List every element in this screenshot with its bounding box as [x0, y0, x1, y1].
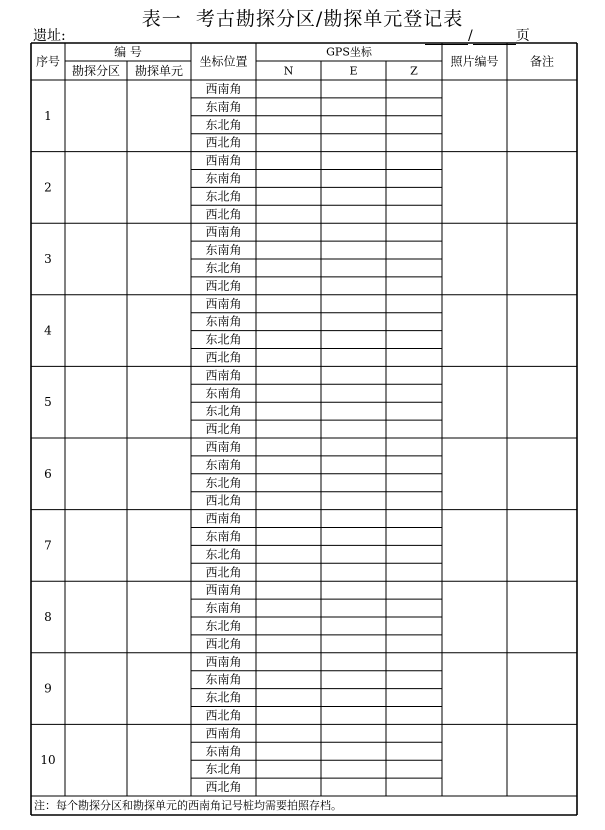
corner-label: 西南角	[205, 439, 242, 454]
gps-z-cell[interactable]	[386, 313, 442, 331]
gps-z-cell[interactable]	[386, 635, 442, 653]
corner-label: 东北角	[205, 762, 242, 777]
gps-e-cell[interactable]	[321, 313, 386, 331]
gps-z-cell[interactable]	[386, 653, 442, 671]
gps-z-cell[interactable]	[386, 366, 442, 384]
gps-n-cell[interactable]	[256, 778, 321, 796]
gps-n-cell[interactable]	[256, 152, 321, 170]
header-gps: GPS坐标	[326, 45, 372, 59]
gps-n-cell[interactable]	[256, 331, 321, 349]
remark-cell[interactable]	[507, 223, 577, 295]
remark-cell[interactable]	[507, 438, 577, 510]
gps-n-cell[interactable]	[256, 528, 321, 546]
gps-n-cell[interactable]	[256, 295, 321, 313]
gps-z-cell[interactable]	[386, 599, 442, 617]
gps-e-cell[interactable]	[321, 653, 386, 671]
gps-n-cell[interactable]	[256, 545, 321, 563]
zone-cell[interactable]	[65, 295, 127, 367]
unit-cell[interactable]	[127, 510, 191, 582]
gps-z-cell[interactable]	[386, 402, 442, 420]
unit-cell[interactable]	[127, 223, 191, 295]
gps-e-cell[interactable]	[321, 366, 386, 384]
gps-z-cell[interactable]	[386, 528, 442, 546]
gps-e-cell[interactable]	[321, 707, 386, 725]
row-number: 9	[44, 681, 52, 696]
gps-e-cell[interactable]	[321, 742, 386, 760]
corner-label: 东南角	[205, 171, 242, 186]
corner-label: 西北角	[205, 636, 242, 651]
gps-z-cell[interactable]	[386, 152, 442, 170]
gps-n-cell[interactable]	[256, 116, 321, 134]
corner-label: 西北角	[205, 350, 242, 365]
gps-z-cell[interactable]	[386, 98, 442, 116]
gps-e-cell[interactable]	[321, 492, 386, 510]
gps-n-cell[interactable]	[256, 366, 321, 384]
gps-z-cell[interactable]	[386, 420, 442, 438]
zone-cell[interactable]	[65, 510, 127, 582]
photo-cell[interactable]	[442, 80, 507, 152]
gps-z-cell[interactable]	[386, 80, 442, 98]
photo-cell[interactable]	[442, 581, 507, 653]
gps-n-cell[interactable]	[256, 724, 321, 742]
corner-label: 西南角	[205, 296, 242, 311]
gps-z-cell[interactable]	[386, 760, 442, 778]
gps-n-cell[interactable]	[256, 671, 321, 689]
gps-n-cell[interactable]	[256, 170, 321, 188]
corner-label: 东南角	[205, 672, 242, 687]
gps-e-cell[interactable]	[321, 402, 386, 420]
corner-label: 西南角	[205, 368, 242, 383]
gps-n-cell[interactable]	[256, 689, 321, 707]
page-label: 页	[515, 28, 530, 44]
gps-e-cell[interactable]	[321, 671, 386, 689]
gps-z-cell[interactable]	[386, 331, 442, 349]
photo-cell[interactable]	[442, 653, 507, 725]
zone-cell[interactable]	[65, 653, 127, 725]
page-separator: /	[468, 28, 473, 44]
header-n: N	[283, 64, 294, 78]
unit-cell[interactable]	[127, 80, 191, 152]
corner-label: 东北角	[205, 690, 242, 705]
gps-n-cell[interactable]	[256, 456, 321, 474]
gps-n-cell[interactable]	[256, 187, 321, 205]
header-z: Z	[410, 64, 418, 78]
zone-cell[interactable]	[65, 152, 127, 224]
unit-cell[interactable]	[127, 366, 191, 438]
gps-e-cell[interactable]	[321, 187, 386, 205]
gps-z-cell[interactable]	[386, 707, 442, 725]
gps-n-cell[interactable]	[256, 134, 321, 152]
zone-cell[interactable]	[65, 366, 127, 438]
gps-e-cell[interactable]	[321, 259, 386, 277]
gps-z-cell[interactable]	[386, 384, 442, 402]
gps-z-cell[interactable]	[386, 581, 442, 599]
gps-z-cell[interactable]	[386, 187, 442, 205]
gps-e-cell[interactable]	[321, 581, 386, 599]
header-position: 坐标位置	[199, 54, 248, 69]
gps-z-cell[interactable]	[386, 563, 442, 581]
corner-label: 西北角	[205, 493, 242, 508]
gps-n-cell[interactable]	[256, 402, 321, 420]
row-number: 4	[44, 323, 52, 338]
gps-e-cell[interactable]	[321, 295, 386, 313]
gps-n-cell[interactable]	[256, 349, 321, 367]
unit-cell[interactable]	[127, 581, 191, 653]
gps-n-cell[interactable]	[256, 223, 321, 241]
gps-n-cell[interactable]	[256, 653, 321, 671]
remark-cell[interactable]	[507, 724, 577, 796]
footnote: 注：每个勘探分区和勘探单元的西南角记号桩均需要拍照存档。	[34, 799, 342, 812]
gps-e-cell[interactable]	[321, 510, 386, 528]
header-remark: 备注	[529, 54, 555, 69]
corner-label: 东南角	[205, 744, 242, 759]
unit-cell[interactable]	[127, 152, 191, 224]
gps-n-cell[interactable]	[256, 760, 321, 778]
gps-z-cell[interactable]	[386, 205, 442, 223]
gps-e-cell[interactable]	[321, 205, 386, 223]
gps-z-cell[interactable]	[386, 259, 442, 277]
corner-label: 西南角	[205, 583, 242, 598]
corner-label: 西北角	[205, 278, 242, 293]
gps-e-cell[interactable]	[321, 456, 386, 474]
corner-label: 西南角	[205, 511, 242, 526]
corner-label: 东南角	[205, 529, 242, 544]
remark-cell[interactable]	[507, 510, 577, 582]
gps-z-cell[interactable]	[386, 671, 442, 689]
gps-n-cell[interactable]	[256, 80, 321, 98]
gps-e-cell[interactable]	[321, 98, 386, 116]
gps-z-cell[interactable]	[386, 295, 442, 313]
photo-cell[interactable]	[442, 223, 507, 295]
gps-n-cell[interactable]	[256, 241, 321, 259]
remark-cell[interactable]	[507, 295, 577, 367]
unit-cell[interactable]	[127, 438, 191, 510]
corner-label: 东北角	[205, 260, 242, 275]
gps-e-cell[interactable]	[321, 116, 386, 134]
gps-n-cell[interactable]	[256, 742, 321, 760]
gps-e-cell[interactable]	[321, 635, 386, 653]
gps-e-cell[interactable]	[321, 599, 386, 617]
header-zone: 勘探分区	[71, 64, 121, 78]
gps-e-cell[interactable]	[321, 349, 386, 367]
corner-label: 西北角	[205, 565, 242, 580]
remark-cell[interactable]	[507, 80, 577, 152]
gps-n-cell[interactable]	[256, 599, 321, 617]
corner-label: 西南角	[205, 726, 242, 741]
gps-n-cell[interactable]	[256, 510, 321, 528]
gps-e-cell[interactable]	[321, 80, 386, 98]
corner-label: 西南角	[205, 225, 242, 240]
row-number: 8	[44, 610, 52, 624]
corner-label: 东南角	[205, 457, 242, 472]
gps-z-cell[interactable]	[386, 510, 442, 528]
row-number: 6	[44, 466, 52, 481]
corner-label: 东南角	[205, 314, 242, 329]
form-title: 表一 考古勘探分区/勘探单元登记表	[141, 8, 464, 30]
gps-z-cell[interactable]	[386, 724, 442, 742]
gps-n-cell[interactable]	[256, 259, 321, 277]
gps-e-cell[interactable]	[321, 134, 386, 152]
unit-cell[interactable]	[127, 653, 191, 725]
gps-z-cell[interactable]	[386, 349, 442, 367]
gps-n-cell[interactable]	[256, 277, 321, 295]
gps-z-cell[interactable]	[386, 223, 442, 241]
corner-label: 西北角	[205, 780, 242, 795]
corner-label: 东北角	[205, 547, 242, 562]
gps-e-cell[interactable]	[321, 563, 386, 581]
corner-label: 东南角	[205, 99, 242, 114]
row-number: 7	[44, 538, 52, 553]
header-photo: 照片编号	[450, 54, 499, 69]
remark-cell[interactable]	[507, 366, 577, 438]
corner-label: 西南角	[205, 81, 242, 96]
zone-cell[interactable]	[65, 438, 127, 510]
header-code: 编 号	[114, 45, 142, 59]
gps-z-cell[interactable]	[386, 474, 442, 492]
row-number: 1	[44, 108, 52, 123]
gps-n-cell[interactable]	[256, 617, 321, 635]
gps-n-cell[interactable]	[256, 474, 321, 492]
gps-z-cell[interactable]	[386, 277, 442, 295]
corner-label: 西北角	[205, 207, 242, 222]
corner-label: 东南角	[205, 601, 242, 616]
gps-n-cell[interactable]	[256, 581, 321, 599]
gps-n-cell[interactable]	[256, 492, 321, 510]
corner-label: 西北角	[205, 708, 242, 723]
header-e: E	[349, 64, 358, 78]
gps-e-cell[interactable]	[321, 223, 386, 241]
corner-label: 西北角	[205, 135, 242, 150]
corner-label: 东北角	[205, 332, 242, 347]
gps-e-cell[interactable]	[321, 152, 386, 170]
row-number: 5	[44, 395, 52, 410]
gps-n-cell[interactable]	[256, 707, 321, 725]
gps-n-cell[interactable]	[256, 205, 321, 223]
photo-cell[interactable]	[442, 295, 507, 367]
remark-cell[interactable]	[507, 581, 577, 653]
gps-e-cell[interactable]	[321, 241, 386, 259]
header-serial: 序号	[35, 54, 61, 69]
corner-label: 东北角	[205, 618, 242, 633]
gps-n-cell[interactable]	[256, 98, 321, 116]
photo-cell[interactable]	[442, 724, 507, 796]
photo-cell[interactable]	[442, 366, 507, 438]
gps-e-cell[interactable]	[321, 170, 386, 188]
zone-cell[interactable]	[65, 581, 127, 653]
site-label: 遗址:	[33, 28, 66, 44]
gps-e-cell[interactable]	[321, 689, 386, 707]
gps-z-cell[interactable]	[386, 438, 442, 456]
gps-z-cell[interactable]	[386, 116, 442, 134]
gps-n-cell[interactable]	[256, 438, 321, 456]
gps-e-cell[interactable]	[321, 331, 386, 349]
gps-e-cell[interactable]	[321, 528, 386, 546]
gps-e-cell[interactable]	[321, 438, 386, 456]
gps-z-cell[interactable]	[386, 241, 442, 259]
remark-cell[interactable]	[507, 653, 577, 725]
gps-e-cell[interactable]	[321, 778, 386, 796]
unit-cell[interactable]	[127, 295, 191, 367]
gps-n-cell[interactable]	[256, 563, 321, 581]
zone-cell[interactable]	[65, 80, 127, 152]
gps-n-cell[interactable]	[256, 384, 321, 402]
gps-z-cell[interactable]	[386, 689, 442, 707]
row-number: 2	[44, 180, 52, 195]
zone-cell[interactable]	[65, 724, 127, 796]
corner-label: 东北角	[205, 189, 242, 204]
photo-cell[interactable]	[442, 438, 507, 510]
gps-e-cell[interactable]	[321, 617, 386, 635]
gps-z-cell[interactable]	[386, 456, 442, 474]
unit-cell[interactable]	[127, 724, 191, 796]
corner-label: 东北角	[205, 117, 242, 132]
gps-n-cell[interactable]	[256, 313, 321, 331]
gps-z-cell[interactable]	[386, 492, 442, 510]
gps-n-cell[interactable]	[256, 420, 321, 438]
corner-label: 东南角	[205, 243, 242, 258]
remark-cell[interactable]	[507, 152, 577, 224]
corner-label: 西南角	[205, 654, 242, 669]
gps-z-cell[interactable]	[386, 170, 442, 188]
header-unit: 勘探单元	[134, 64, 184, 78]
corner-label: 西南角	[205, 153, 242, 168]
gps-e-cell[interactable]	[321, 420, 386, 438]
row-number: 3	[44, 252, 52, 266]
corner-label: 东北角	[205, 475, 242, 490]
gps-z-cell[interactable]	[386, 617, 442, 635]
corner-label: 东北角	[205, 404, 242, 419]
photo-cell[interactable]	[442, 152, 507, 224]
gps-z-cell[interactable]	[386, 134, 442, 152]
gps-e-cell[interactable]	[321, 760, 386, 778]
gps-e-cell[interactable]	[321, 474, 386, 492]
zone-cell[interactable]	[65, 223, 127, 295]
gps-n-cell[interactable]	[256, 635, 321, 653]
photo-cell[interactable]	[442, 510, 507, 582]
gps-e-cell[interactable]	[321, 384, 386, 402]
gps-z-cell[interactable]	[386, 742, 442, 760]
gps-z-cell[interactable]	[386, 778, 442, 796]
row-number: 10	[40, 753, 56, 768]
gps-e-cell[interactable]	[321, 277, 386, 295]
gps-e-cell[interactable]	[321, 545, 386, 563]
corner-label: 东南角	[205, 386, 242, 401]
corner-label: 西北角	[205, 422, 242, 437]
gps-e-cell[interactable]	[321, 724, 386, 742]
gps-z-cell[interactable]	[386, 545, 442, 563]
